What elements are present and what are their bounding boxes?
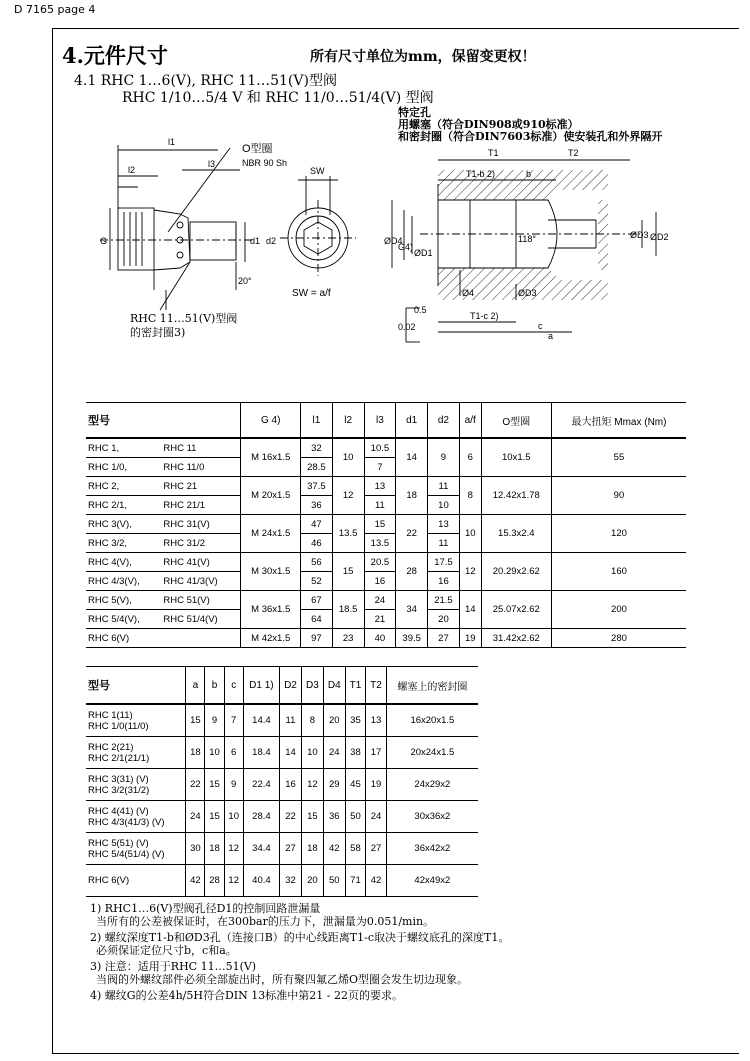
- table1-header: d2: [428, 403, 460, 439]
- table2-cell: 15: [186, 704, 205, 737]
- table2-cell: 30x36x2: [386, 801, 478, 833]
- subsection-title-1: 4.1 RHC 1…6(V), RHC 11…51(V)型阀: [74, 73, 337, 89]
- table1-cell: RHC 31(V): [161, 515, 241, 534]
- model-name: RHC 3(31) (V): [88, 773, 149, 785]
- table1-header: l2: [332, 403, 364, 439]
- table1-cell: 12: [459, 553, 481, 591]
- table1-header: l1: [301, 403, 333, 439]
- table1-cell: RHC 5/4(V),: [86, 610, 161, 629]
- seal-note-1: RHC 11…51(V)型阀: [130, 312, 238, 325]
- table2-cell: 20: [301, 865, 323, 897]
- table2-cell: 9: [224, 769, 243, 801]
- table2-cell: 20x24x1.5: [386, 737, 478, 769]
- table2-header: b: [205, 667, 224, 705]
- table2-row: [86, 704, 478, 737]
- table1-cell: 13: [428, 515, 460, 534]
- table1-cell: 15: [332, 553, 364, 591]
- table2-cell: 42: [323, 833, 345, 865]
- table1-cell: 20.29x2.62: [481, 553, 551, 591]
- table1-cell: 25.07x2.62: [481, 591, 551, 629]
- table1-cell: RHC 21/1: [161, 496, 241, 515]
- table2-header: T2: [366, 667, 387, 705]
- valve-end-view: [280, 176, 356, 276]
- table2-row: [86, 769, 478, 801]
- label-g: G: [100, 236, 108, 246]
- table1-cell: 10.5: [364, 438, 396, 458]
- table2-header: c: [224, 667, 243, 705]
- table1-cell: M 24x1.5: [241, 515, 301, 553]
- table1-cell: RHC 51/4(V): [161, 610, 241, 629]
- table2-cell: 8: [301, 704, 323, 737]
- table2-cell: 30: [186, 833, 205, 865]
- table1-cell: 64: [301, 610, 333, 629]
- table2-cell: 36: [323, 801, 345, 833]
- table1-cell: 32: [301, 438, 333, 458]
- table1-cell: 15.3x2.4: [481, 515, 551, 553]
- label-D2: ØD2: [650, 232, 669, 242]
- table1-cell: M 30x1.5: [241, 553, 301, 591]
- table1-cell: 39.5: [396, 629, 428, 648]
- table1-cell: 11: [428, 534, 460, 553]
- table1-cell: 27: [428, 629, 460, 648]
- table2-cell: 7: [224, 704, 243, 737]
- table2-cell: 40.4: [243, 865, 279, 897]
- table1-cell: 46: [301, 534, 333, 553]
- table1-cell: RHC 6(V): [86, 629, 161, 648]
- model-name: RHC 5/4(51/4) (V): [88, 848, 165, 860]
- table1-cell: 36: [301, 496, 333, 515]
- valve-side-view: [100, 145, 255, 310]
- table1-cell: 31.42x2.62: [481, 629, 551, 648]
- label-sw: SW: [310, 166, 325, 176]
- label-T2: T2: [568, 148, 579, 158]
- special-hole-line-3: 和密封圈（符合DIN7603标准）使安装孔和外界隔开: [398, 130, 663, 143]
- table2-cell: 12: [301, 769, 323, 801]
- label-r05: 0.5: [414, 305, 427, 315]
- table2-cell: 42: [186, 865, 205, 897]
- table2-cell: 36x42x2: [386, 833, 478, 865]
- table2-cell: 16x20x1.5: [386, 704, 478, 737]
- table2-cell: 6: [224, 737, 243, 769]
- table1-header: l3: [364, 403, 396, 439]
- table2-cell: [86, 865, 186, 897]
- label-T1b: T1-b 2): [466, 169, 496, 179]
- table1-cell: 97: [301, 629, 333, 648]
- label-nbr: NBR 90 Sh: [242, 158, 288, 168]
- seal-note-2: 的密封圈3): [130, 326, 186, 339]
- table1-cell: 20.5: [364, 553, 396, 572]
- table2-cell: 13: [366, 704, 387, 737]
- table1-row: [86, 477, 686, 496]
- table1-cell: M 36x1.5: [241, 591, 301, 629]
- table1-cell: RHC 4/3(V),: [86, 572, 161, 591]
- table2-cell: 58: [345, 833, 366, 865]
- table1-cell: 10: [332, 438, 364, 477]
- table2-cell: 38: [345, 737, 366, 769]
- label-G4: G4): [398, 242, 414, 252]
- footnote-2-cont: 必须保证定位尺寸b，c和a。: [96, 944, 237, 957]
- table1-cell: 21.5: [428, 591, 460, 610]
- table1-row: [86, 629, 686, 648]
- table1-cell: RHC 41(V): [161, 553, 241, 572]
- table2-header: 型号: [86, 667, 186, 705]
- model-name: RHC 3/2(31/2): [88, 784, 150, 796]
- table2-cell: 45: [345, 769, 366, 801]
- table1-cell: 6: [459, 438, 481, 477]
- table1-cell: RHC 11: [161, 438, 241, 458]
- table2-cell: 18.4: [243, 737, 279, 769]
- table1-cell: RHC 3/2,: [86, 534, 161, 553]
- table2-header: T1: [345, 667, 366, 705]
- table2-cell: [86, 801, 186, 833]
- table1-cell: 13.5: [364, 534, 396, 553]
- table2-header: 螺塞上的密封圈: [386, 667, 478, 705]
- table2-row: [86, 737, 478, 769]
- table1-cell: 16: [364, 572, 396, 591]
- table1-cell: 10x1.5: [481, 438, 551, 477]
- table1-cell: RHC 5(V),: [86, 591, 161, 610]
- table2-cell: 24: [186, 801, 205, 833]
- footnote-1-cont: 当所有的公差被保证时，在300bar的压力下，泄漏量为0.051/min。: [96, 915, 435, 928]
- table2-header: D2: [280, 667, 302, 705]
- table2-cell: 28.4: [243, 801, 279, 833]
- label-d1: d1: [250, 236, 261, 246]
- label-oring: O型圈: [242, 143, 273, 155]
- label-sw-af: SW = a/f: [292, 288, 331, 299]
- table2-cell: 15: [301, 801, 323, 833]
- label-c: c: [538, 321, 543, 331]
- label-flatness: 0.02: [398, 322, 416, 332]
- table1-cell: 16: [428, 572, 460, 591]
- table1-cell: RHC 4(V),: [86, 553, 161, 572]
- label-T1: T1: [488, 148, 499, 158]
- page-reference: D 7165 page 4: [14, 3, 96, 16]
- table1-cell: 8: [459, 477, 481, 515]
- table2-cell: 18: [205, 833, 224, 865]
- table1-cell: 28: [396, 553, 428, 591]
- table1-cell: 11: [428, 477, 460, 496]
- table2-cell: 22.4: [243, 769, 279, 801]
- table2-cell: 19: [366, 769, 387, 801]
- table1-cell: 17.5: [428, 553, 460, 572]
- table1-header: a/f: [459, 403, 481, 439]
- table1-cell: RHC 1,: [86, 438, 161, 458]
- table1-row: [86, 515, 686, 534]
- table1-cell: 23: [332, 629, 364, 648]
- table1-cell: RHC 11/0: [161, 458, 241, 477]
- table1-cell: 13.5: [332, 515, 364, 553]
- table2-cell: 27: [366, 833, 387, 865]
- table2-cell: 71: [345, 865, 366, 897]
- table1-cell: RHC 31/2: [161, 534, 241, 553]
- table2-header: D1 1): [243, 667, 279, 705]
- cavity-dimension-table: [86, 666, 478, 897]
- table2-cell: 14.4: [243, 704, 279, 737]
- table2-cell: 10: [224, 801, 243, 833]
- table2-cell: 16: [280, 769, 302, 801]
- table2-cell: 14: [280, 737, 302, 769]
- model-name: RHC 4(41) (V): [88, 805, 149, 817]
- table1-cell: RHC 2,: [86, 477, 161, 496]
- table1-cell: 18.5: [332, 591, 364, 629]
- table1-row: [86, 591, 686, 610]
- table1-cell: 55: [551, 438, 686, 477]
- table1-cell: RHC 41/3(V): [161, 572, 241, 591]
- table1-cell: RHC 21: [161, 477, 241, 496]
- label-b: b: [526, 169, 532, 179]
- table2-cell: 22: [280, 801, 302, 833]
- table1-cell: 160: [551, 553, 686, 591]
- special-hole-line-2: 用螺塞（符合DIN908或910标准）: [398, 118, 579, 131]
- model-name: RHC 2(21): [88, 741, 134, 753]
- table1-cell: 22: [396, 515, 428, 553]
- footnote-2: 2) 螺纹深度T1-b和ØD3孔（连接口B）的中心线距离T1-c取决于螺纹底孔的深度T1。: [90, 931, 510, 944]
- table1-cell: 52: [301, 572, 333, 591]
- table2-cell: 29: [323, 769, 345, 801]
- table2-cell: 15: [205, 769, 224, 801]
- table1-cell: 40: [364, 629, 396, 648]
- model-name: RHC 6(V): [88, 875, 130, 886]
- footnote-1: 1) RHC1…6(V)型阀孔径D1的控制回路泄漏量: [90, 902, 321, 915]
- label-D4: ØD4: [384, 236, 403, 246]
- table2-row: [86, 865, 478, 897]
- table2-cell: 18: [186, 737, 205, 769]
- table2-cell: 27: [280, 833, 302, 865]
- table1-header: 最大扭矩 Mmax (Nm): [551, 403, 686, 439]
- table2-cell: 50: [323, 865, 345, 897]
- label-D3: ØD3: [630, 230, 649, 240]
- model-name: RHC 4/3(41/3) (V): [88, 816, 165, 828]
- label-4: Ø4: [462, 288, 475, 298]
- table1-row: [86, 553, 686, 572]
- table2-cell: 24: [366, 801, 387, 833]
- table1-header: O型圈: [481, 403, 551, 439]
- table1-header: d1: [396, 403, 428, 439]
- table1-cell: 14: [396, 438, 428, 477]
- table2-cell: 42: [366, 865, 387, 897]
- table2-header: D4: [323, 667, 345, 705]
- table1-cell: 11: [364, 496, 396, 515]
- units-note: 所有尺寸单位为mm，保留变更权！: [310, 49, 536, 65]
- model-name: RHC 1/0(11/0): [88, 720, 149, 732]
- table1-cell: 15: [364, 515, 396, 534]
- table1-cell: 24: [364, 591, 396, 610]
- label-118: 118°: [518, 234, 536, 244]
- subsection-title-2: RHC 1/10…5/4 V 和 RHC 11/0…51/4(V) 型阀: [122, 90, 434, 106]
- table1-cell: 200: [551, 591, 686, 629]
- table1-cell: 18: [396, 477, 428, 515]
- table2-cell: 34.4: [243, 833, 279, 865]
- table1-cell: 37.5: [301, 477, 333, 496]
- table1-cell: 9: [428, 438, 460, 477]
- model-name: RHC 5(51) (V): [88, 837, 149, 849]
- label-a: a: [548, 331, 554, 341]
- label-D3b: ØD3: [518, 288, 537, 298]
- table2-cell: 17: [366, 737, 387, 769]
- table1-cell: 19: [459, 629, 481, 648]
- table1-cell: M 20x1.5: [241, 477, 301, 515]
- table2-row: [86, 833, 478, 865]
- label-angle: 20°: [238, 276, 252, 286]
- table2-cell: 9: [205, 704, 224, 737]
- table2-cell: 20: [323, 704, 345, 737]
- table1-cell: 28.5: [301, 458, 333, 477]
- label-T1c: T1-c 2): [470, 311, 499, 321]
- dimension-drawing: [0, 0, 750, 400]
- table2-cell: [86, 769, 186, 801]
- model-name: RHC 2/1(21/1): [88, 752, 150, 764]
- table2-header: a: [186, 667, 205, 705]
- table1-cell: 12.42x1.78: [481, 477, 551, 515]
- table1-cell: M 42x1.5: [241, 629, 301, 648]
- section-title: 4.元件尺寸: [62, 43, 168, 68]
- table1-cell: 7: [364, 458, 396, 477]
- table2-header: D3: [301, 667, 323, 705]
- footnote-3-cont: 当阀的外螺纹部件必须全部旋出时，所有聚四氟乙烯O型圈会发生切边现象。: [96, 973, 469, 986]
- table1-cell: RHC 1/0,: [86, 458, 161, 477]
- table2-cell: 18: [301, 833, 323, 865]
- table1-cell: 34: [396, 591, 428, 629]
- table1-cell: [161, 629, 241, 648]
- table1-row: [86, 438, 686, 458]
- table2-cell: 12: [224, 833, 243, 865]
- table2-cell: 35: [345, 704, 366, 737]
- table1-header: G 4): [241, 403, 301, 439]
- table2-cell: 10: [205, 737, 224, 769]
- table2-cell: 12: [224, 865, 243, 897]
- table1-cell: 120: [551, 515, 686, 553]
- special-hole-line-1: 特定孔: [398, 106, 431, 119]
- table1-cell: 21: [364, 610, 396, 629]
- table2-cell: 42x49x2: [386, 865, 478, 897]
- label-l2: l2: [128, 165, 136, 175]
- label-l3: l3: [208, 159, 216, 169]
- table2-cell: 24: [323, 737, 345, 769]
- table2-cell: [86, 833, 186, 865]
- model-name: RHC 1(11): [88, 709, 133, 721]
- table1-cell: 10: [428, 496, 460, 515]
- table1-cell: 14: [459, 591, 481, 629]
- table1-cell: 12: [332, 477, 364, 515]
- table2-row: [86, 801, 478, 833]
- label-l1: l1: [168, 137, 176, 147]
- label-d2: d2: [266, 236, 277, 246]
- table2-cell: 32: [280, 865, 302, 897]
- table2-cell: 10: [301, 737, 323, 769]
- table1-cell: RHC 3(V),: [86, 515, 161, 534]
- table1-cell: 280: [551, 629, 686, 648]
- table2-cell: [86, 737, 186, 769]
- label-D1: ØD1: [414, 248, 433, 258]
- table1-header: 型号: [86, 403, 241, 439]
- footnote-3: 3) 注意：适用于RHC 11…51(V): [90, 960, 257, 973]
- table2-cell: 28: [205, 865, 224, 897]
- table2-cell: 11: [280, 704, 302, 737]
- table1-cell: 20: [428, 610, 460, 629]
- table1-header-row: [86, 403, 686, 439]
- table2-header-row: [86, 667, 478, 705]
- table1-cell: 67: [301, 591, 333, 610]
- table1-cell: 13: [364, 477, 396, 496]
- table1-cell: RHC 51(V): [161, 591, 241, 610]
- table2-cell: 24x29x2: [386, 769, 478, 801]
- table2-cell: 22: [186, 769, 205, 801]
- table1-cell: 10: [459, 515, 481, 553]
- table2-cell: [86, 704, 186, 737]
- table2-cell: 15: [205, 801, 224, 833]
- footnote-4: 4) 螺纹G的公差4h/5H符合DIN 13标准中第21 - 22页的要求。: [90, 989, 403, 1002]
- table1-cell: M 16x1.5: [241, 438, 301, 477]
- table1-cell: 90: [551, 477, 686, 515]
- valve-dimension-table: [86, 402, 686, 648]
- table1-cell: 56: [301, 553, 333, 572]
- table2-cell: 50: [345, 801, 366, 833]
- table1-cell: 47: [301, 515, 333, 534]
- table1-cell: RHC 2/1,: [86, 496, 161, 515]
